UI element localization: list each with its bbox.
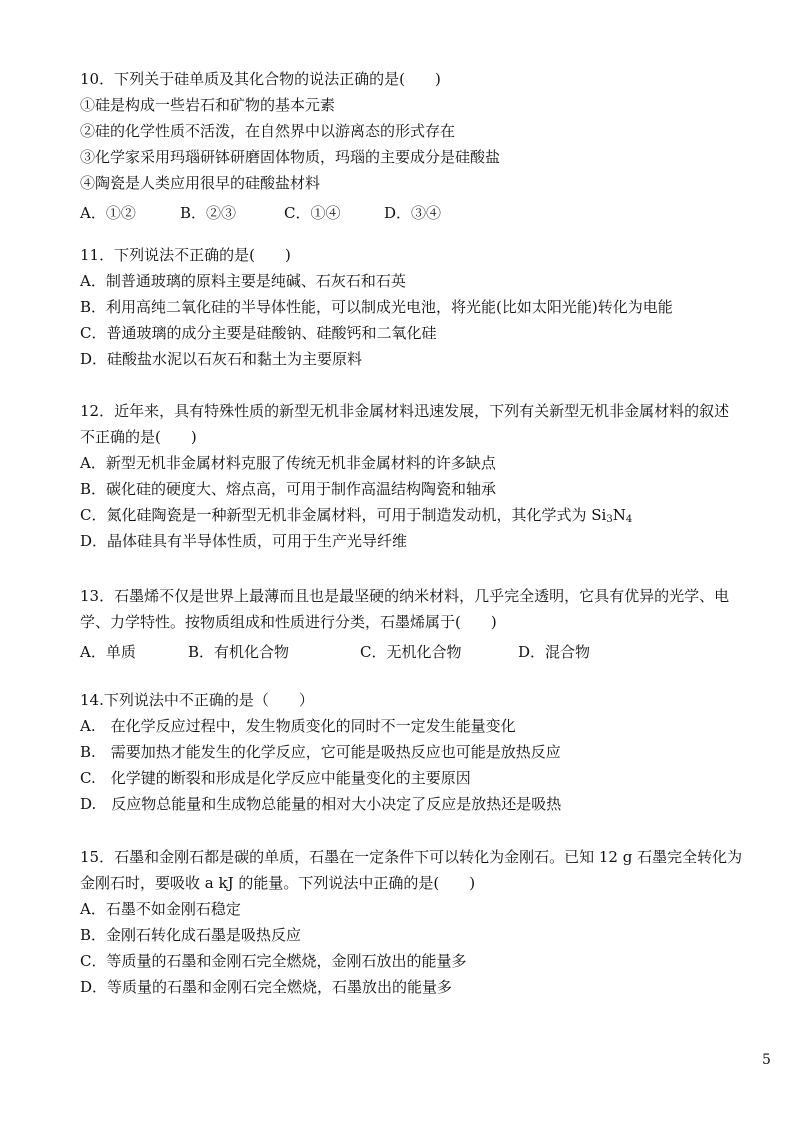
option-d: D. 反应物总能量和生成物总能量的相对大小决定了反应是放热还是吸热 bbox=[80, 795, 562, 813]
option-d: D．③④ bbox=[384, 204, 442, 222]
question-stem-line-2: 学、力学特性。按物质组成和性质进行分类，石墨烯属于( ) bbox=[80, 613, 497, 631]
option-c: C. 化学键的断裂和形成是化学反应中能量变化的主要原因 bbox=[80, 769, 471, 787]
option-a: A．①② bbox=[80, 204, 136, 222]
option-b: B. 需要加热才能发生的化学反应，它可能是吸热反应也可能是放热反应 bbox=[80, 743, 561, 761]
option-b: B．碳化硅的硬度大、熔点高，可用于制作高温结构陶瓷和轴承 bbox=[80, 480, 497, 498]
option-a: A. 在化学反应过程中，发生物质变化的同时不一定发生能量变化 bbox=[80, 717, 516, 735]
formula-subscript-3: 3 bbox=[606, 514, 613, 525]
option-c: C．无机化合物 bbox=[360, 643, 462, 661]
options-row bbox=[80, 200, 780, 226]
question-11 bbox=[80, 246, 780, 376]
option-d: D．硅酸盐水泥以石灰石和黏土为主要原料 bbox=[80, 350, 363, 368]
option-b: B．②③ bbox=[180, 204, 237, 222]
option-d: D．晶体硅具有半导体性质，可用于生产光导纤维 bbox=[80, 532, 408, 550]
statement-4: ④陶瓷是人类应用很早的硅酸盐材料 bbox=[80, 174, 321, 192]
question-10 bbox=[80, 70, 780, 226]
question-stem-line-2: 不正确的是( ) bbox=[80, 428, 197, 446]
question-13 bbox=[80, 587, 780, 665]
statement-3: ③化学家采用玛瑙研钵研磨固体物质，玛瑙的主要成分是硅酸盐 bbox=[80, 148, 501, 166]
option-c: C．等质量的石墨和金刚石完全燃烧，金刚石放出的能量多 bbox=[80, 952, 467, 970]
option-a: A．单质 bbox=[80, 643, 136, 661]
option-a: A．制普通玻璃的原料主要是纯碱、石灰石和石英 bbox=[80, 272, 406, 290]
option-b: B．利用高纯二氧化硅的半导体性能，可以制成光电池，将光能(比如太阳光能)转化为电能 bbox=[80, 298, 673, 316]
question-stem-line-1: 13．石墨烯不仅是世界上最薄而且也是最坚硬的纳米材料，几乎完全透明，它具有优异的光学、电 bbox=[80, 587, 730, 605]
formula-subscript-4: 4 bbox=[625, 514, 633, 525]
option-c: C．普通玻璃的成分主要是硅酸钠、硅酸钙和二氧化硅 bbox=[80, 324, 437, 342]
option-c bbox=[80, 506, 780, 532]
option-a: A．石墨不如金刚石稳定 bbox=[80, 900, 241, 918]
question-14 bbox=[80, 691, 780, 821]
statement-2: ②硅的化学性质不活泼，在自然界中以游离态的形式存在 bbox=[80, 122, 456, 140]
options-row bbox=[80, 639, 780, 665]
formula-n: N bbox=[612, 506, 626, 524]
question-stem: 11．下列说法不正确的是( ) bbox=[80, 246, 291, 264]
question-stem-line-1: 15．石墨和金刚石都是碳的单质，石墨在一定条件下可以转化为金刚石。已知 12 g 石墨完全转化为 bbox=[80, 848, 743, 866]
option-b: B．有机化合物 bbox=[188, 643, 290, 661]
option-d: D．等质量的石墨和金刚石完全燃烧，石墨放出的能量多 bbox=[80, 978, 453, 996]
question-stem: 14.下列说法中不正确的是（ ） bbox=[80, 691, 314, 709]
statement-1: ①硅是构成一些岩石和矿物的基本元素 bbox=[80, 96, 336, 114]
option-c-text: C．氮化硅陶瓷是一种新型无机非金属材料，可用于制造发动机，其化学式为 Si bbox=[80, 506, 607, 524]
question-stem-line-1: 12．近年来，具有特殊性质的新型无机非金属材料迅速发展，下列有关新型无机非金属材料的叙述 bbox=[80, 402, 730, 420]
question-stem-line-2: 金刚石时，要吸收 a kJ 的能量。下列说法中正确的是( ) bbox=[80, 874, 476, 892]
question-12 bbox=[80, 402, 780, 558]
question-15 bbox=[80, 848, 780, 1004]
option-a: A．新型无机非金属材料克服了传统无机非金属材料的许多缺点 bbox=[80, 454, 496, 472]
option-b: B．金刚石转化成石墨是吸热反应 bbox=[80, 926, 302, 944]
option-c: C．①④ bbox=[284, 204, 341, 222]
page-number: 5 bbox=[762, 1052, 771, 1068]
question-stem: 10．下列关于硅单质及其化合物的说法正确的是( ) bbox=[80, 70, 441, 88]
option-d: D．混合物 bbox=[518, 643, 591, 661]
